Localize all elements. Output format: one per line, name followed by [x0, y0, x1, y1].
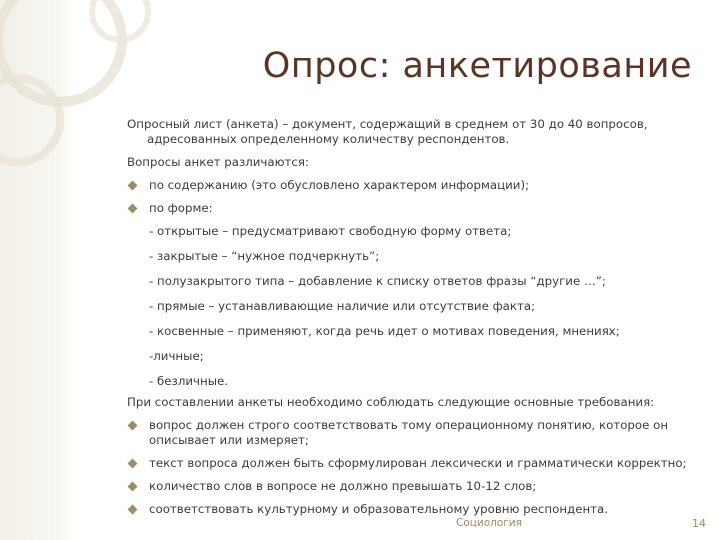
diamond-bullet-icon [128, 204, 138, 214]
slide-title: Опрос: анкетирование [262, 46, 692, 86]
diamond-bullet-icon [128, 459, 138, 469]
diamond-bullet-icon [128, 181, 138, 191]
form-type-item: - безличные. [149, 374, 229, 388]
diamond-bullet-icon [128, 482, 138, 492]
list-item [127, 201, 687, 216]
bullet-text: соответствовать культурному и образовательному уровню респондента. [149, 502, 609, 516]
form-type-item: - полузакрытого типа – добавление к списку ответов фразы “другие …”; [149, 274, 606, 288]
page-number: 14 [692, 517, 706, 530]
form-type-item: - открытые – предусматривают свободную форму ответа; [149, 224, 512, 238]
form-type-item: -личные; [149, 349, 204, 363]
slide-content [127, 117, 687, 525]
intro-paragraph: Опросный лист (анкета) – документ, содержащий в среднем от 30 до 40 вопросов, адресованных определенному количеству респондентов. [127, 117, 648, 146]
bullet-text: вопрос должен строго соответствовать тому операционному понятию, которое он описывает или измеряет; [149, 418, 669, 447]
footer-subject: Социология [456, 517, 522, 529]
list-item [127, 178, 687, 193]
list-item [127, 418, 687, 448]
form-type-item: - косвенные – применяют, когда речь идет о мотивах поведения, мнениях; [149, 324, 620, 338]
requirements-heading: При составлении анкеты необходимо соблюдать следующие основные требования: [127, 395, 655, 409]
form-type-item: - закрытые – “нужное подчеркнуть”; [149, 249, 380, 263]
list-item [127, 456, 687, 471]
diamond-bullet-icon [128, 505, 138, 515]
bullet-text: текст вопроса должен быть сформулирован лексически и грамматически корректно; [149, 456, 687, 470]
differ-heading: Вопросы анкет различаются: [127, 155, 309, 169]
list-item [127, 502, 687, 517]
bullet-text: по форме: [149, 201, 213, 215]
list-item [127, 479, 687, 494]
bullet-text: количество слов в вопросе не должно превышать 10-12 слов; [149, 479, 537, 493]
bullet-text: по содержанию (это обусловлено характером информации); [149, 178, 530, 192]
form-type-item: - прямые – устанавливающие наличие или отсутствие факта; [149, 299, 536, 313]
diamond-bullet-icon [128, 421, 138, 431]
